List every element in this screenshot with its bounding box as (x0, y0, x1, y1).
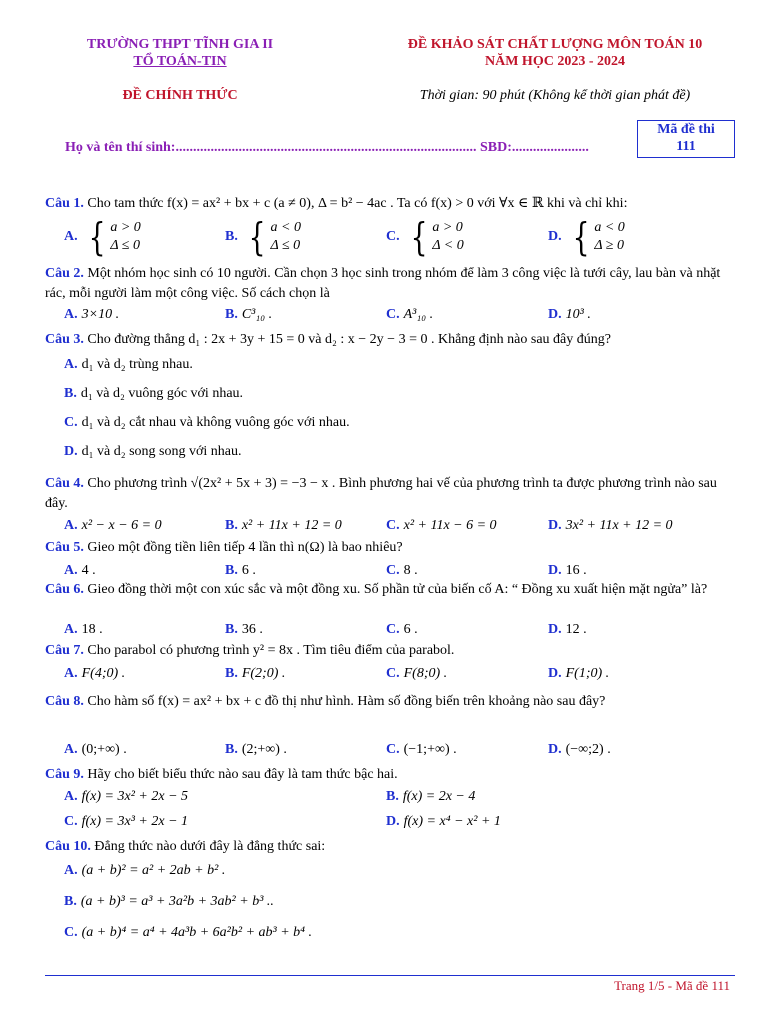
option-text: C³₁₀ . (241, 307, 273, 322)
question-number: Câu 2. (45, 266, 84, 281)
option-label: B. (225, 666, 238, 681)
option-text: A³₁₀ . (403, 307, 434, 322)
option-text: d₁ và d₂ song song với nhau. (81, 444, 242, 459)
question-5 (45, 538, 735, 558)
question-number: Câu 4. (45, 476, 84, 491)
option-label: B. (386, 789, 399, 804)
question-text: Cho đường thẳng d₁ : 2x + 3y + 15 = 0 và d₂ : x − 2y − 3 = 0 . Khẳng định nào sau đây đúng? (87, 332, 611, 347)
option-b[interactable] (225, 305, 272, 325)
question-text: Gieo một đồng tiền liên tiếp 4 lần thì n(Ω) là bao nhiêu? (87, 540, 403, 555)
option-text: f(x) = 3x³ + 2x − 1 (81, 814, 189, 829)
condition-1: a < 0 (270, 220, 301, 235)
question-text: Hãy cho biết biểu thức nào sau đây là tam thức bậc hai. (87, 767, 398, 782)
official-label: ĐỀ CHÍNH THỨC (122, 88, 238, 103)
condition-1: a > 0 (110, 220, 141, 235)
option-b[interactable] (225, 664, 285, 684)
question-text: Cho phương trình √(2x² + 5x + 3) = −3 − x . Bình phương hai vế của phương trình ta được phương trình nào sau đây. (45, 476, 717, 511)
question-7 (45, 641, 735, 661)
option-d[interactable] (548, 561, 587, 581)
option-label: B. (225, 742, 238, 757)
option-label: A. (64, 666, 78, 681)
option-b[interactable]: B. { a < 0 Δ ≤ 0 (225, 215, 301, 259)
exam-code-label: Mã đề thi (657, 122, 715, 137)
option-text: 4 . (81, 563, 96, 578)
option-d[interactable] (386, 812, 501, 832)
question-4 (45, 474, 735, 514)
option-a[interactable] (64, 787, 188, 807)
option-a[interactable] (64, 355, 193, 375)
option-c[interactable] (386, 305, 433, 325)
option-text: (a + b)³ = a³ + 3a²b + 3ab² + b³ .. (80, 894, 274, 909)
question-number: Câu 1. (45, 196, 84, 211)
department-name: TỔ TOÁN-TIN (133, 54, 227, 69)
option-d[interactable] (64, 442, 242, 462)
question-text: Gieo đồng thời một con xúc sắc và một đồng xu. Số phần tử của biến cố A: “ Đồng xu xuất hiện mặt ngửa” là? (87, 582, 708, 597)
option-label: B. (64, 894, 77, 909)
option-label: D. (548, 307, 562, 322)
option-c[interactable] (386, 740, 457, 760)
option-label: A. (64, 742, 78, 757)
option-d[interactable] (548, 664, 609, 684)
option-label: D. (548, 518, 562, 533)
option-label: C. (386, 563, 400, 578)
option-text: 36 . (241, 622, 263, 637)
option-text: F(1;0) . (565, 666, 610, 681)
option-text: 3×10 . (81, 307, 120, 322)
time-allowed: Thời gian: 90 phút (Không kể thời gian phát đề) (419, 88, 691, 103)
option-a[interactable] (64, 664, 125, 684)
option-d[interactable]: D. { a < 0 Δ ≥ 0 (548, 215, 625, 259)
option-label: D. (548, 666, 562, 681)
option-label: A. (64, 622, 78, 637)
option-b[interactable] (225, 620, 263, 640)
option-c[interactable] (64, 923, 312, 943)
question-number: Câu 5. (45, 540, 84, 555)
option-label: A. (64, 518, 78, 533)
option-label: A. (64, 863, 78, 878)
question-9 (45, 765, 735, 785)
footer-divider (45, 975, 735, 976)
question-number: Câu 6. (45, 582, 84, 597)
option-text: x² + 11x + 12 = 0 (241, 518, 342, 533)
option-text: x² + 11x − 6 = 0 (403, 518, 497, 533)
candidate-line: Họ và tên thí sinh:...................................................................................... SBD:...................... (65, 140, 589, 155)
option-label: B. (225, 518, 238, 533)
question-text: Cho hàm số f(x) = ax² + bx + c đồ thị như hình. Hàm số đồng biến trên khoảng nào sau đây? (87, 694, 606, 709)
option-text: f(x) = x⁴ − x² + 1 (403, 814, 501, 829)
option-text: 18 . (81, 622, 103, 637)
option-label: C. (386, 307, 400, 322)
option-text: 3x² + 11x + 12 = 0 (565, 518, 673, 533)
option-label: A. (64, 357, 78, 372)
question-text: Cho parabol có phương trình y² = 8x . Tìm tiêu điểm của parabol. (87, 643, 455, 658)
option-d[interactable] (548, 620, 587, 640)
question-number: Câu 8. (45, 694, 84, 709)
condition-2: Δ < 0 (432, 238, 464, 253)
option-a[interactable] (64, 740, 127, 760)
option-a[interactable] (64, 620, 103, 640)
option-label: D. (548, 563, 562, 578)
option-label: B. (225, 229, 238, 245)
condition-1: a < 0 (594, 220, 625, 235)
option-text: 12 . (565, 622, 587, 637)
option-d[interactable] (548, 740, 611, 760)
question-10 (45, 837, 735, 857)
option-label: A. (64, 307, 78, 322)
question-text: Đẳng thức nào dưới đây là đẳng thức sai: (94, 839, 326, 854)
option-text: (0;+∞) . (81, 742, 127, 757)
question-8 (45, 692, 735, 712)
option-text: F(8;0) . (403, 666, 448, 681)
option-c[interactable] (386, 561, 418, 581)
exam-code: 111 (676, 139, 696, 154)
option-c[interactable]: C. { a > 0 Δ < 0 (386, 215, 464, 259)
school-name: TRƯỜNG THPT TĨNH GIA II (86, 37, 274, 52)
option-text: F(2;0) . (241, 666, 286, 681)
option-label: B. (225, 307, 238, 322)
option-text: d₁ và d₂ vuông góc với nhau. (80, 386, 244, 401)
option-d[interactable] (548, 516, 673, 536)
question-text: Một nhóm học sinh có 10 người. Cần chọn 3 học sinh trong nhóm để làm 3 công việc là tưới cây, lau bàn và nhặt rác, mỗi người làm một công việc. Số cách chọn là (45, 266, 721, 301)
question-number: Câu 7. (45, 643, 84, 658)
question-number: Câu 10. (45, 839, 91, 854)
option-b[interactable] (386, 787, 475, 807)
option-c[interactable] (386, 516, 497, 536)
option-b[interactable] (225, 516, 342, 536)
option-text: d₁ và d₂ trùng nhau. (81, 357, 193, 372)
condition-2: Δ ≥ 0 (594, 238, 624, 253)
option-label: C. (386, 666, 400, 681)
option-d[interactable] (548, 305, 591, 325)
option-text: F(4;0) . (81, 666, 126, 681)
option-a[interactable] (64, 305, 119, 325)
option-label: D. (386, 814, 400, 829)
question-2 (45, 264, 735, 304)
option-label: C. (386, 518, 400, 533)
option-text: (a + b)⁴ = a⁴ + 4a³b + 6a²b² + ab³ + b⁴ . (81, 925, 313, 940)
option-b[interactable] (225, 561, 256, 581)
option-label: A. (64, 789, 78, 804)
option-c[interactable] (64, 812, 188, 832)
option-text: (−∞;2) . (565, 742, 611, 757)
option-text: (−1;+∞) . (403, 742, 457, 757)
option-a[interactable]: A. { a > 0 Δ ≤ 0 (64, 215, 141, 259)
question-6 (45, 580, 735, 600)
option-b[interactable] (225, 740, 287, 760)
option-label: C. (64, 814, 78, 829)
option-label: D. (64, 444, 78, 459)
question-text: Cho tam thức f(x) = ax² + bx + c (a ≠ 0), Δ = b² − 4ac . Ta có f(x) > 0 với ∀x ∈ ℝ khi và chỉ khi: (87, 196, 628, 211)
option-text: 10³ . (565, 307, 591, 322)
option-text: f(x) = 3x² + 2x − 5 (81, 789, 189, 804)
option-label: D. (548, 622, 562, 637)
option-b[interactable] (64, 384, 243, 404)
option-text: 16 . (565, 563, 587, 578)
option-text: (a + b)² = a² + 2ab + b² . (81, 863, 226, 878)
condition-2: Δ ≤ 0 (270, 238, 301, 253)
option-b[interactable] (64, 892, 274, 912)
option-text: d₁ và d₂ cắt nhau và không vuông góc với nhau. (81, 415, 350, 430)
option-label: B. (225, 622, 238, 637)
option-label: B. (64, 386, 77, 401)
option-text: (2;+∞) . (241, 742, 287, 757)
option-label: C. (386, 229, 400, 245)
question-1 (45, 194, 735, 214)
option-c[interactable] (386, 620, 418, 640)
school-year: NĂM HỌC 2023 - 2024 (485, 54, 625, 69)
exam-title: ĐỀ KHẢO SÁT CHẤT LƯỢNG MÔN TOÁN 10 (407, 37, 703, 52)
option-a[interactable] (64, 561, 96, 581)
option-label: A. (64, 229, 78, 245)
option-label: D. (548, 229, 562, 245)
condition-1: a > 0 (432, 220, 463, 235)
option-label: A. (64, 563, 78, 578)
option-label: C. (64, 415, 78, 430)
option-text: 6 . (403, 622, 418, 637)
option-text: f(x) = 2x − 4 (402, 789, 476, 804)
question-number: Câu 3. (45, 332, 84, 347)
option-text: 8 . (403, 563, 418, 578)
option-label: B. (225, 563, 238, 578)
question-3 (45, 330, 735, 350)
option-text: x² − x − 6 = 0 (81, 518, 162, 533)
exam-code-box (637, 120, 735, 158)
option-label: C. (386, 742, 400, 757)
option-label: C. (386, 622, 400, 637)
option-a[interactable] (64, 516, 162, 536)
option-label: C. (64, 925, 78, 940)
page-footer: Trang 1/5 - Mã đề 111 (614, 978, 730, 993)
option-c[interactable] (64, 413, 350, 433)
option-text: 6 . (241, 563, 256, 578)
option-c[interactable] (386, 664, 447, 684)
question-number: Câu 9. (45, 767, 84, 782)
option-label: D. (548, 742, 562, 757)
option-a[interactable] (64, 861, 225, 881)
condition-2: Δ ≤ 0 (110, 238, 140, 253)
